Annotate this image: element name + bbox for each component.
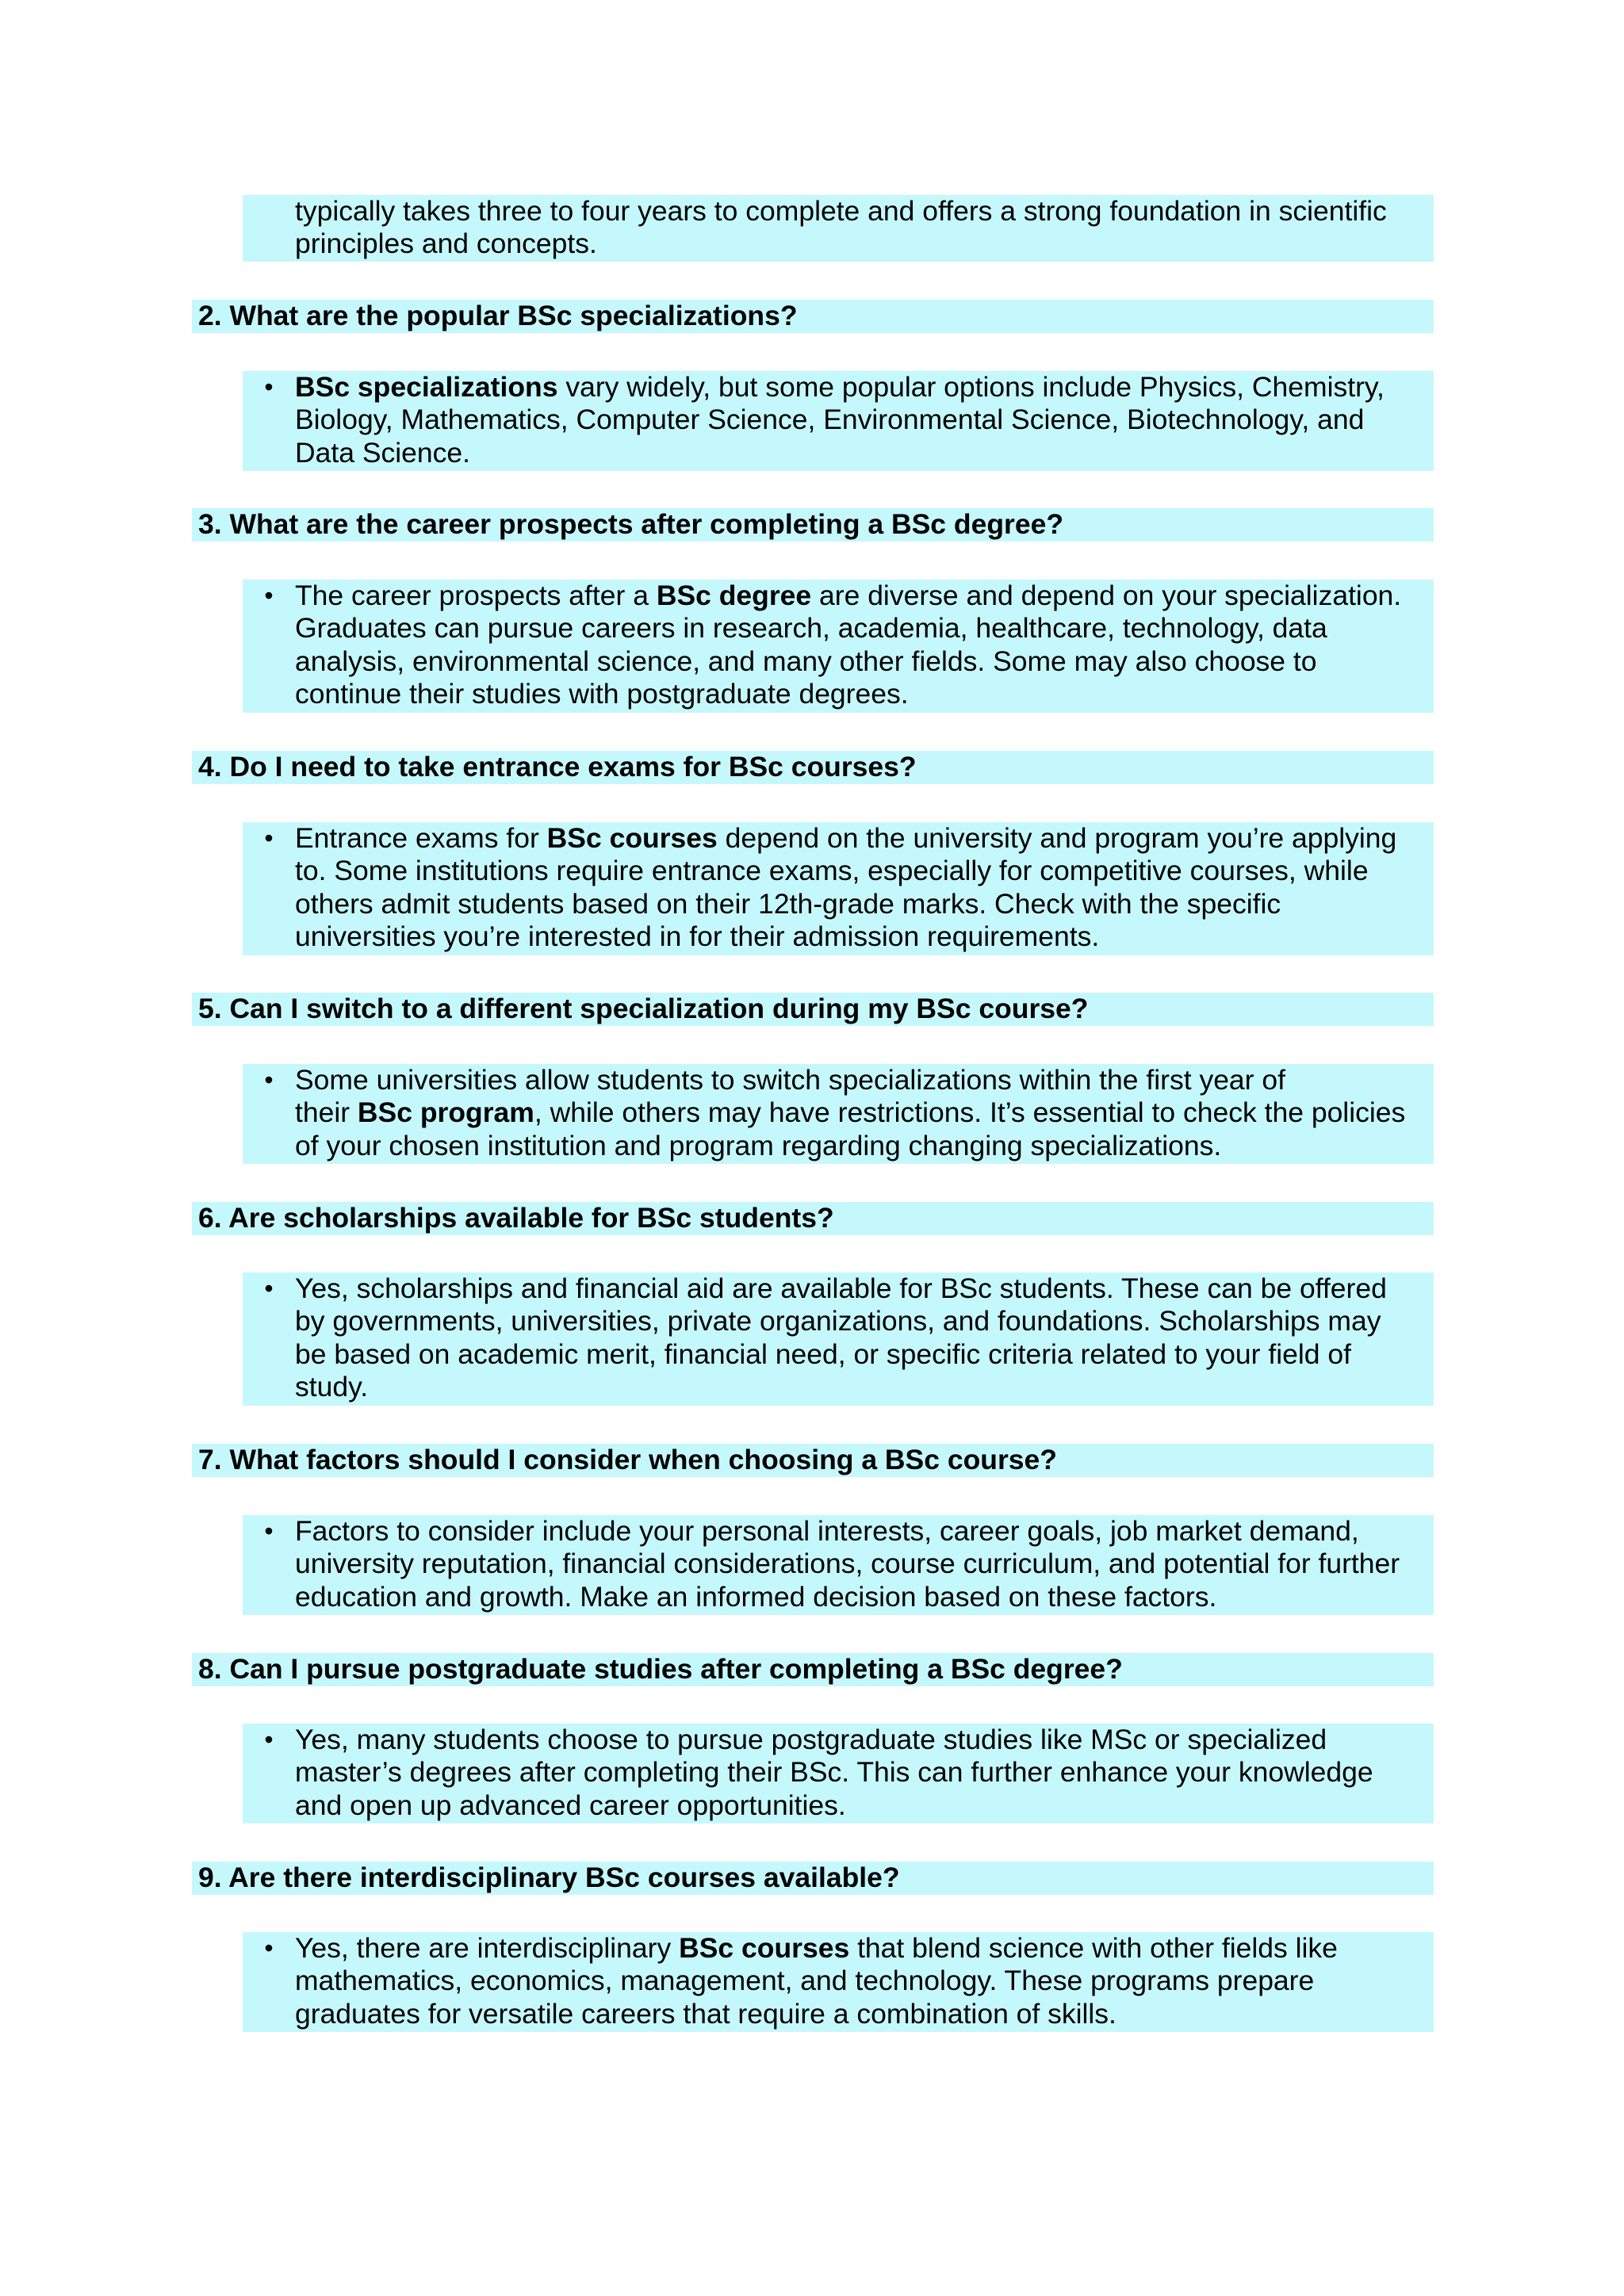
answer-line: Yes, there are interdisciplinary BSc courses that blend science with other fields like [295,1932,1338,1964]
answer-line: master’s degrees after completing their BSc. This can further enhance your knowledge [295,1756,1373,1789]
answer-line: continue their studies with postgraduate degrees. [295,678,909,710]
answer-line: university reputation, financial considerations, course curriculum, and potential for further [295,1548,1400,1580]
answer-line: The career prospects after a BSc degree are diverse and depend on your specialization. [295,580,1402,611]
answer-line: to. Some institutions require entrance exams, especially for competitive courses, while [295,855,1369,887]
answer-line: analysis, environmental science, and many other fields. Some may also choose to [295,645,1317,677]
answer-line: graduates for versatile careers that require a combination of skills. [295,1997,1116,2030]
answer-block-9 [243,1932,1434,2032]
bullet-icon: • [264,1934,274,1962]
answer-line: by governments, universities, private organizations, and foundations. Scholarships may [295,1305,1381,1337]
answer-line: Entrance exams for BSc courses depend on the university and program you’re applying [295,822,1397,854]
question-heading-4: 4. Do I need to take entrance exams for BSc courses? [192,751,1434,784]
answer-line: others admit students based on their 12th-grade marks. Check with the specific [295,887,1281,920]
answer-line: Biology, Mathematics, Computer Science, Environmental Science, Biotechnology, and [295,404,1365,436]
answer-line: education and growth. Make an informed decision based on these factors. [295,1580,1217,1613]
answer-line: universities you’re interested in for their admission requirements. [295,920,1100,953]
answer-block-6 [243,1272,1434,1406]
answer-line: principles and concepts. [295,228,597,260]
question-heading-5: 5. Can I switch to a different specialization during my BSc course? [192,993,1434,1026]
bullet-icon: • [264,824,274,852]
bullet-icon: • [264,1066,274,1094]
answer-line: Yes, scholarships and financial aid are available for BSc students. These can be offered [295,1272,1387,1304]
question-heading-3: 3. What are the career prospects after completing a BSc degree? [192,508,1434,541]
answer-line: mathematics, economics, management, and technology. These programs prepare [295,1965,1315,1997]
bullet-icon: • [264,1274,274,1303]
answer-line: BSc specializations vary widely, but some popular options include Physics, Chemistry, [295,371,1385,403]
answer-line: Some universities allow students to switch specializations within the first year of [295,1064,1285,1096]
answer-line: Yes, many students choose to pursue postgraduate studies like MSc or specialized [295,1724,1327,1755]
question-heading-6: 6. Are scholarships available for BSc students? [192,1202,1434,1235]
question-heading-7: 7. What factors should I consider when choosing a BSc course? [192,1444,1434,1477]
answer-line: be based on academic merit, financial need, or specific criteria related to your field of [295,1337,1351,1370]
answer-line: typically takes three to four years to complete and offers a strong foundation in scientific [295,195,1387,227]
bullet-icon: • [264,1517,274,1545]
answer-block-3 [243,580,1434,713]
answer-line: Data Science. [295,436,471,469]
answer-block-8 [243,1724,1434,1823]
answer-line: Graduates can pursue careers in research, academia, healthcare, technology, data [295,612,1327,645]
answer-block-5 [243,1064,1434,1164]
answer-block-2 [243,371,1434,471]
question-heading-9: 9. Are there interdisciplinary BSc courses available? [192,1862,1434,1895]
answer-line: study. [295,1371,369,1403]
answer-line: Factors to consider include your personal interests, career goals, job market demand, [295,1515,1359,1547]
answer-block-4 [243,822,1434,955]
question-heading-2: 2. What are the popular BSc specializations? [192,300,1434,333]
answer-line: and open up advanced career opportunities. [295,1789,846,1821]
answer-block-7 [243,1515,1434,1615]
bullet-icon: • [264,1725,274,1754]
answer-line: their BSc program, while others may have restrictions. It’s essential to check the policies [295,1096,1406,1129]
question-heading-8: 8. Can I pursue postgraduate studies after completing a BSc degree? [192,1653,1434,1686]
bullet-icon: • [264,373,274,401]
answer-line: of your chosen institution and program regarding changing specializations. [295,1129,1222,1161]
bullet-icon: • [264,581,274,610]
answer-block-1 [243,195,1434,262]
